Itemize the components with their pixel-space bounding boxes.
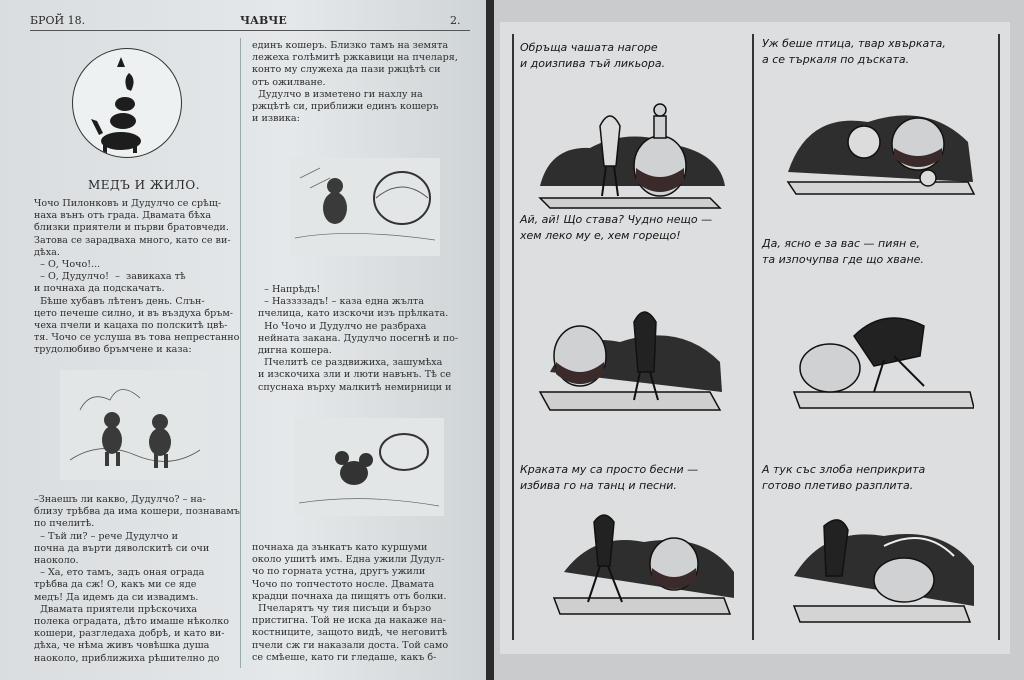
column1-paragraph-2: –Знаешъ ли какво, Дудулчо? – на- близу трѣбва да има кошери, познавамъ по пчелитѣ. – Тъй ли? – рече Дудулчо и почна да върти дяволскитѣ си очи наоколо. – Ха, ето тамъ, задъ оная ограда трѣбва да сж! О, какъ ми се яде медъ! Да идемъ да си извадимъ. Двамата приятели прѣскочиха полека оградата, дѣто имаше нѣколко кошери, разгледаха добрѣ, и като ви- дѣха, че нѣма живъ човѣшка душа наоколо, приближиха рѣшително до (34, 494, 240, 664)
panel-6-rooster-knitting-image (784, 506, 984, 636)
panel-2-rooster-rolling-image (778, 82, 978, 212)
illustration-boys-walking (60, 370, 210, 480)
left-border-rule (512, 34, 514, 640)
column2-paragraph-2: – Напрѣдъ! – Наззззадъ! – каза една жълта пчелица, като изскочи изъ прѣлката. Но Чочо и Дудулчо не разбраха нейната заканa. Дудулчо посегнѣ и по- дигна кошера. Пчелитѣ се раздвижиха, зашумѣха и изскочиха зли и люти навънъ. Тѣ се спуснаха върху малкитѣ немирници и (258, 284, 459, 393)
right-page (494, 0, 1024, 680)
column2-paragraph-3: почнаха да зънкатъ като куршуми около ушитѣ имъ. Една ужили Дудул- чо по горната устна, другъ ужили Чочо по топчестото носле. Двамата крадци почнаха да пищятъ отъ болки. Пчеларятъ чу тия писъци и бързо пристигна. Той не иска да накаже на- костниците, защото видѣ, че неговитѣ пчели сж ги наказали доста. Той само се смѣеше, като ги гледаше, какъ б- (252, 542, 449, 663)
panel-6-caption: А тук със злоба неприкрита готово плетиво разплита. (762, 463, 926, 492)
column2-paragraph: единъ кошеръ. Близко тамъ на земята лежеха голѣмитѣ ржкавици на пчеларя, конто му служеха да пази ржцѣтѣ си отъ ожилване. Дудулчо в изметено ги нахлу на ржцѣтѣ си, приближи единъ кошеръ и извика: (252, 40, 458, 125)
panel-5-rooster-dancing-image (544, 502, 744, 632)
panel-1-caption: Обръща чашата нагоре и доизпива тъй ликьора. (520, 41, 666, 70)
panel-4-caption: Да, ясно е за вас — пиян е, та изпочупва где що хване. (762, 237, 924, 266)
page-header (30, 14, 470, 31)
panel-2-caption: Уж беше птица, твар хвърката, а се търкаля по дъската. (762, 37, 946, 66)
issue-number: БРОЙ 18. (30, 14, 86, 27)
right-border-rule (998, 34, 1000, 640)
panel-3-rooster-dizzy-image (530, 292, 730, 422)
page-number: 2. (450, 14, 461, 27)
animal-stack-emblem (72, 48, 182, 158)
panel-5-caption: Краката му са просто бесни — избива го на танц и песни. (520, 463, 699, 492)
panel-4-rooster-falling-image (774, 296, 974, 426)
illustration-beehive (290, 158, 440, 256)
panel-1-rooster-drinking-image (530, 86, 730, 216)
magazine-title: ЧАВЧЕ (240, 14, 287, 27)
column1-paragraph: Чочо Пилонковъ и Дудулчо се срѣщ- наха вънъ отъ града. Двамата бѣха близки приятели и първи братовчеди. Затова се зарадваха много, като се ви- дѣха. – О, Чочо!... – О, Дудулчо! – завикаха тѣ и почнаха да подскачатъ. Бѣше хубавъ лѣтенъ день. Слън- цето печеше силно, и въ въздуха бръм- чеха пчели и кацаха по полскитѣ цвѣ- тя. Чочо се услуша въ това непрестанно трудолюбиво бръмчене и каза: (34, 198, 240, 356)
story-title: МЕДЪ И ЖИЛО. (88, 178, 201, 192)
illustration-bees-attack (294, 418, 444, 516)
column-divider (240, 38, 241, 668)
center-divider-rule (752, 34, 754, 640)
panel-3-caption: Ай, ай! Що става? Чудно нещо — хем леко му е, хем горещо! (520, 213, 713, 242)
left-page (0, 0, 486, 680)
